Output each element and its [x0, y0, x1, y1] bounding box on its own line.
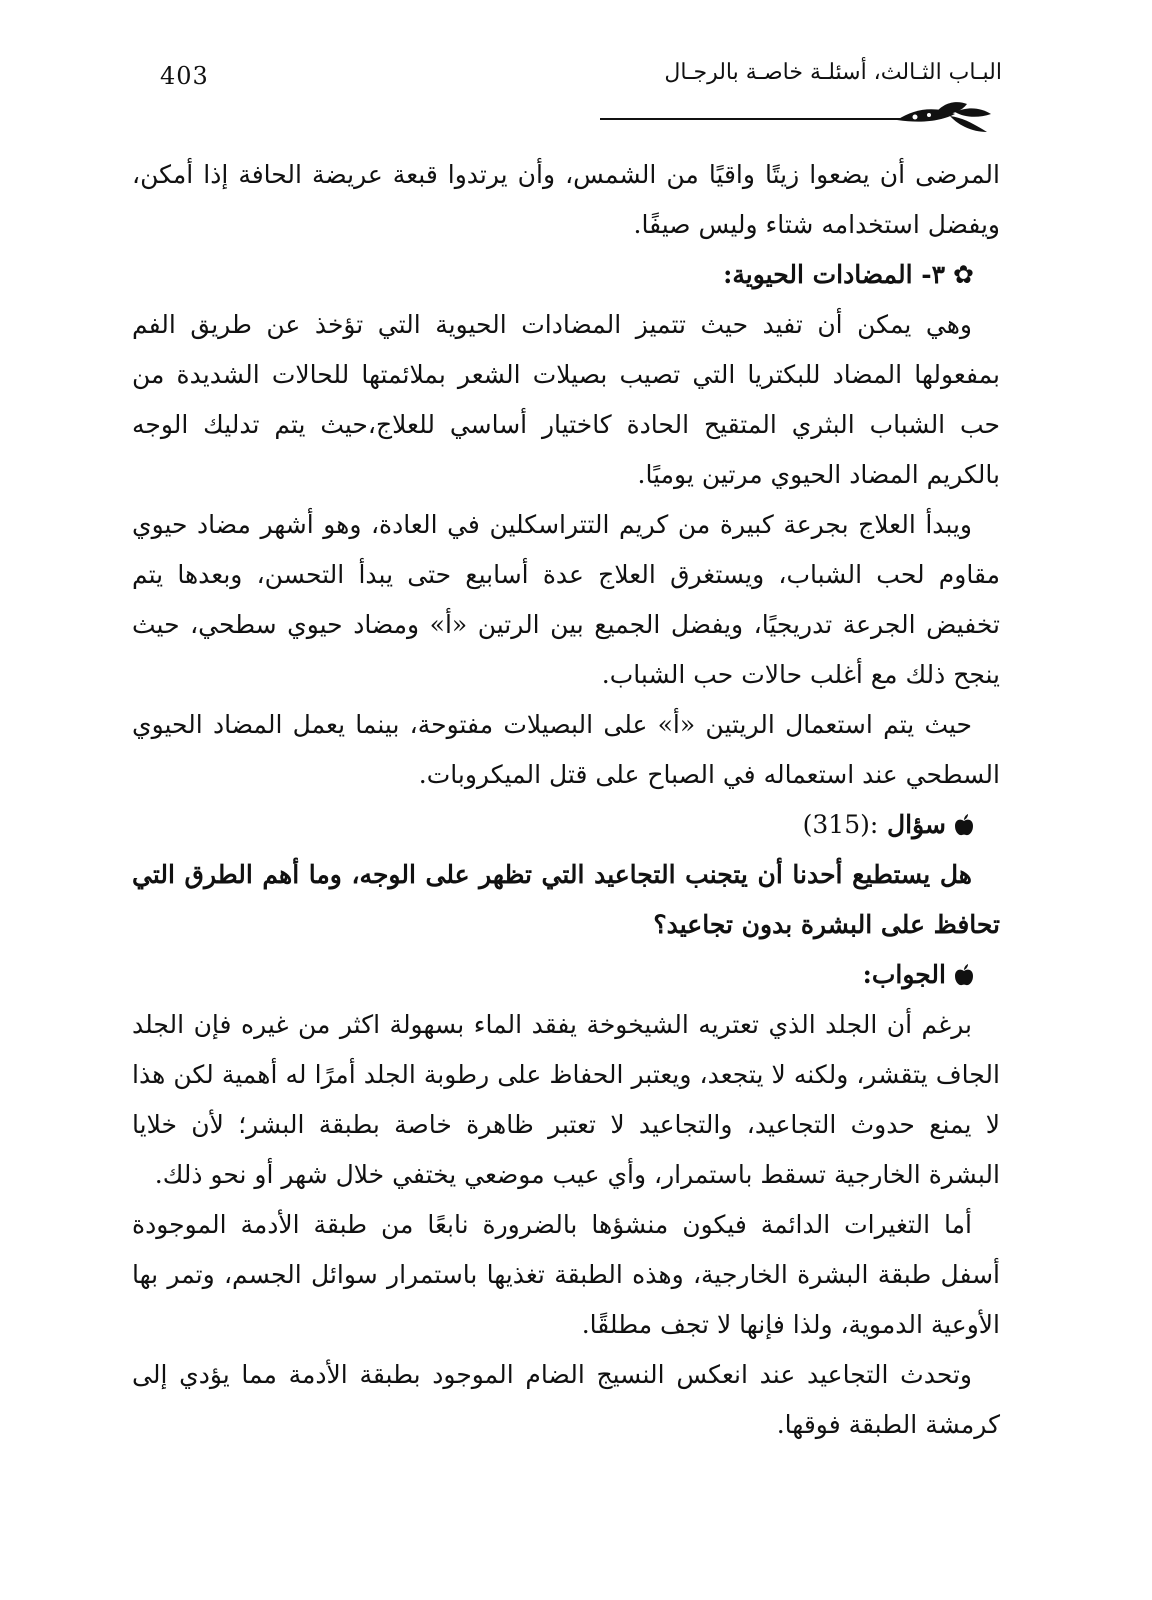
flower-bullet-icon: ✿: [953, 260, 974, 289]
paragraph: المرضى أن يضعوا زيتًا واقيًا من الشمس، وأن يرتدوا قبعة عريضة الحافة إذا أمكن، ويفضل استخدامه شتاء وليس صيفًا.: [132, 160, 1000, 239]
paragraph: وتحدث التجاعيد عند انعكس النسيج الضام الموجود بطبقة الأدمة مما يؤدي إلى كرمشة الطبقة فوقها.: [132, 1360, 1000, 1439]
paragraph: وهي يمكن أن تفيد حيث تتميز المضادات الحيوية التي تؤخذ عن طريق الفم بمفعولها المضاد للبكتريا التي تصيب بصيلات الشعر بملائمتها للحالات الشديدة من حب الشباب البثري المتقيح الحادة كاختيار أساسي للعلاج،حيث يتم تدليك الوجه بالكريم المضاد الحيوي مرتين يوميًا.: [132, 310, 1000, 489]
section-heading-text: ٣- المضادات الحيوية:: [723, 260, 946, 289]
page-header: [130, 58, 1002, 98]
question-number: (315):: [802, 810, 879, 839]
question-text: هل يستطيع أحدنا أن يتجنب التجاعيد التي تظهر على الوجه، وما أهم الطرق التي تحافظ على البشرة بدون تجاعيد؟: [132, 860, 1000, 939]
leaf-ornament-icon: [895, 100, 995, 134]
question-heading: [132, 800, 1000, 850]
page-body: [132, 150, 1000, 1450]
apple-bullet-icon: [954, 800, 974, 850]
answer-heading: [132, 950, 1000, 1000]
question-label: سؤال: [887, 810, 946, 839]
paragraph: حيث يتم استعمال الريتين «أ» على البصيلات مفتوحة، بينما يعمل المضاد الحيوي السطحي عند استعماله في الصباح على قتل الميكروبات.: [132, 710, 1000, 789]
header-rule: [600, 118, 900, 120]
apple-bullet-icon: [954, 950, 974, 1000]
paragraph: أما التغيرات الدائمة فيكون منشؤها بالضرورة نابعًا من طبقة الأدمة الموجودة أسفل طبقة البشرة الخارجية، وهذه الطبقة تغذيها باستمرار سوائل الجسم، وتمر بها الأوعية الدموية، ولذا فإنها لا تجف مطلقًا.: [132, 1210, 1000, 1339]
answer-label: الجواب:: [862, 960, 946, 989]
running-title: البـاب الثـالث، أسئلـة خاصـة بالرجـال: [664, 60, 1002, 85]
section-heading: [132, 250, 1000, 300]
paragraph: ويبدأ العلاج بجرعة كبيرة من كريم التتراسكلين في العادة، وهو أشهر مضاد حيوي مقاوم لحب الشباب، ويستغرق العلاج عدة أسابيع حتى يبدأ التحسن، وبعدها يتم تخفيض الجرعة تدريجيًا، ويفضل الجميع بين الرتين «أ» ومضاد حيوي سطحي، حيث ينجح ذلك مع أغلب حالات حب الشباب.: [132, 510, 1000, 689]
paragraph: برغم أن الجلد الذي تعتريه الشيخوخة يفقد الماء بسهولة اكثر من غيره فإن الجلد الجاف يتقشر، ولكنه لا يتجعد، ويعتبر الحفاظ على رطوبة الجلد أمرًا له أهمية لكن هذا لا يمنع حدوث التجاعيد، والتجاعيد لا تعتبر ظاهرة خاصة بطبقة البشر؛ لأن خلايا البشرة الخارجية تسقط باستمرار، وأي عيب موضعي يختفي خلال شهر أو نحو ذلك.: [132, 1010, 1000, 1189]
page-number: 403: [160, 62, 209, 90]
